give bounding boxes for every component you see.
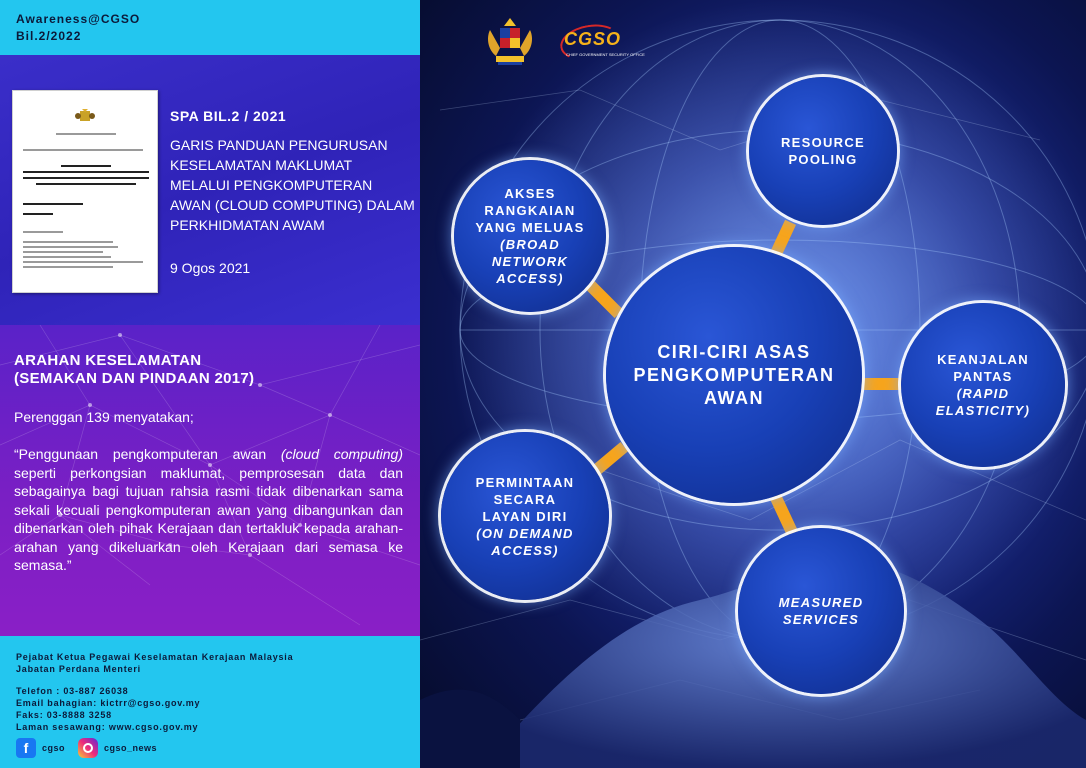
circular-title: SPA BIL.2 / 2021 [170, 108, 287, 124]
circular-document-thumbnail [12, 90, 158, 293]
doc-line [23, 246, 118, 248]
facebook-link[interactable]: f cgso [16, 738, 65, 758]
facebook-icon: f [16, 738, 36, 758]
bubble-measured-services: MEASURED SERVICES [738, 528, 904, 694]
contact-phone: Telefon : 03-887 26038 [16, 686, 129, 696]
instagram-icon [78, 738, 98, 758]
doc-line [23, 261, 143, 263]
bubble-rapid-elasticity: KEANJALAN PANTAS (RAPID ELASTICITY) [901, 303, 1065, 467]
contact-email[interactable]: Email bahagian: kictrr@cgso.gov.my [16, 698, 201, 708]
header-awareness: Awareness@CGSO [16, 12, 141, 26]
circular-section [0, 55, 420, 325]
arahan-title: ARAHAN KESELAMATAN (SEMAKAN DAN PINDAAN 2017) [14, 352, 255, 387]
org-department: Jabatan Perdana Menteri [16, 664, 141, 674]
doc-line [23, 241, 113, 243]
doc-line [23, 171, 149, 173]
cgso-logo: CGSO CHIEF GOVERNMENT SECURITY OFFICE [560, 25, 620, 60]
bubble-cloud-characteristics-center: CIRI-CIRI ASAS PENGKOMPUTERAN AWAN [606, 247, 862, 503]
contact-fax: Faks: 03-8888 3258 [16, 710, 112, 720]
cloud-characteristics-panel [420, 0, 1086, 768]
header-issue: Bil.2/2022 [16, 29, 82, 43]
arahan-intro: Perenggan 139 menyatakan; [14, 409, 194, 425]
doc-line [23, 266, 113, 268]
circular-description: GARIS PANDUAN PENGURUSAN KESELAMATAN MAKLUMAT MELALUI PENGKOMPUTERAN AWAN (CLOUD COMPUTING) DALAM PERKHIDMATAN AWAM [170, 137, 415, 233]
info-panel [0, 0, 420, 768]
doc-line [23, 213, 53, 215]
malaysia-crest-icon [74, 109, 96, 123]
doc-line [23, 256, 111, 258]
doc-line [23, 149, 143, 151]
header-band [0, 0, 420, 55]
doc-line [23, 231, 63, 233]
org-name: Pejabat Ketua Pegawai Keselamatan Kerajaan Malaysia [16, 652, 294, 662]
bubble-broad-network-access: AKSES RANGKAIAN YANG MELUAS (BROAD NETWORK ACCESS) [454, 160, 606, 312]
bubble-resource-pooling: RESOURCE POOLING [749, 77, 897, 225]
malaysia-coat-of-arms-logo [484, 16, 536, 68]
doc-line [23, 177, 149, 179]
bubble-on-demand-access: PERMINTAAN SECARA LAYAN DIRI (ON DEMAND ACCESS) [441, 432, 609, 600]
doc-line [61, 165, 111, 167]
doc-line [23, 251, 103, 253]
doc-line [23, 203, 83, 205]
instagram-link[interactable]: cgso_news [78, 738, 157, 758]
contact-footer [0, 636, 420, 768]
doc-line [36, 183, 136, 185]
arahan-quote: “Penggunaan pengkomputeran awan (cloud computing) seperti perkongsian maklumat, pemprosesan data dan sebagainya bagi tujuan rahsia rasmi tidak dibenarkan sama sekali kecuali pengkomputeran awan yang dibangunkan dan dibenarkan oleh pihak Kerajaan dan tertakluk kepada arahan-arahan yang dikeluarkan oleh Kerajaan dari semasa ke semasa.” [14, 446, 403, 573]
doc-line [56, 133, 116, 135]
contact-website[interactable]: Laman sesawang: www.cgso.gov.my [16, 722, 199, 732]
circular-date: 9 Ogos 2021 [170, 260, 251, 276]
arahan-section [0, 325, 420, 636]
